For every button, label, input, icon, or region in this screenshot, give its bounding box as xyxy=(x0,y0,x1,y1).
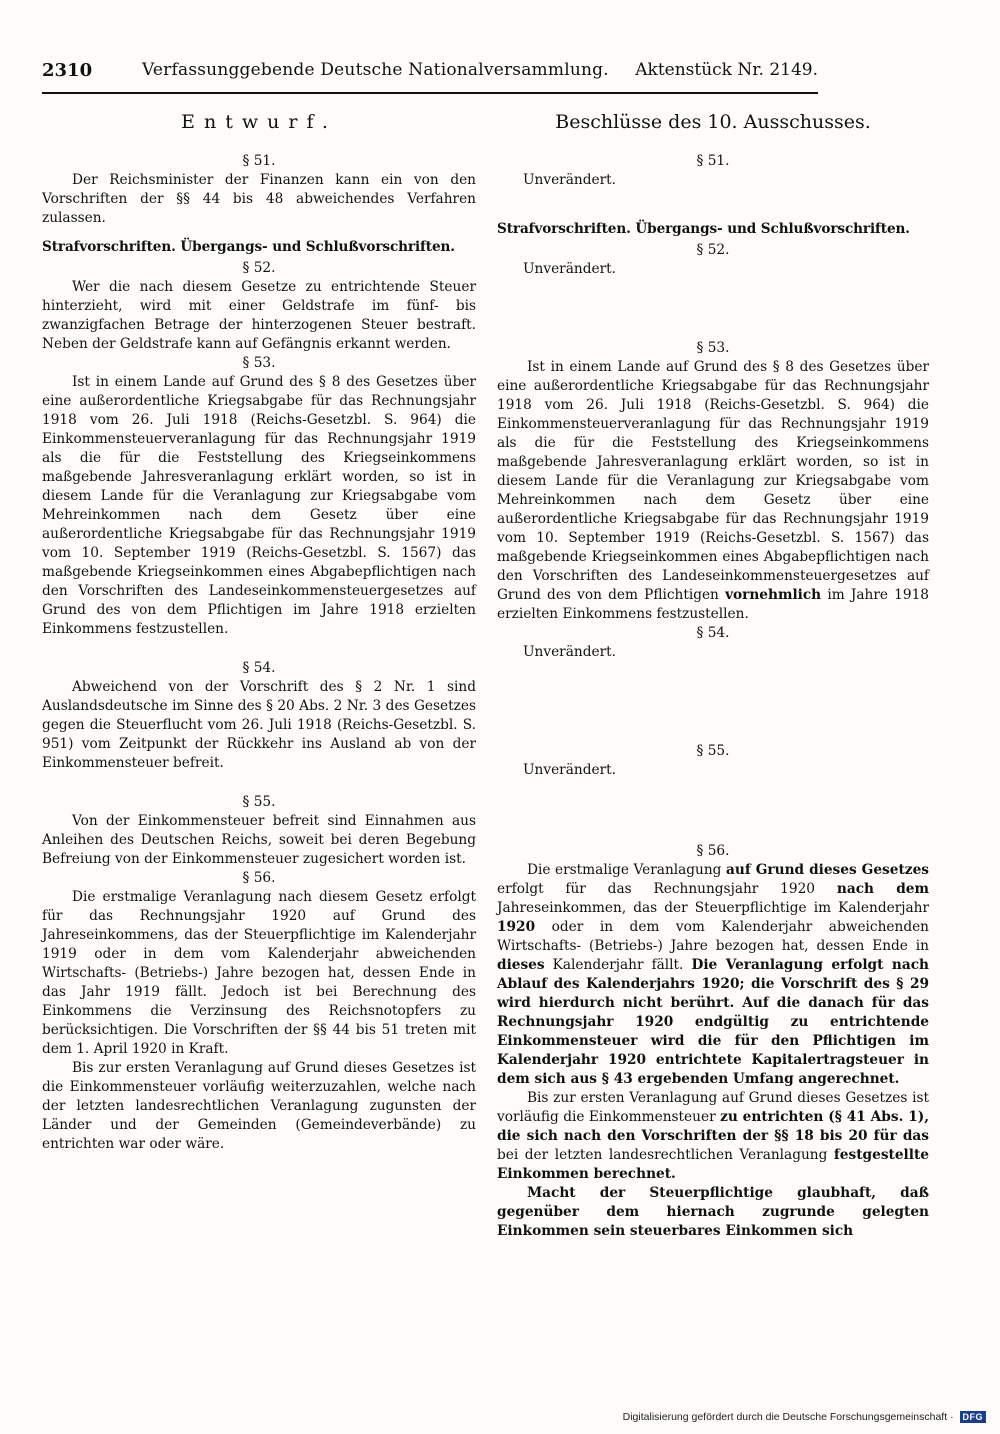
document-number: Aktenstück Nr. 2149. xyxy=(635,60,818,80)
section-title: Strafvorschriften. Übergangs- und Schlußvorschriften. xyxy=(42,239,455,255)
paragraph-text: Bis zur ersten Veranlagung auf Grund dieses Gesetzes ist die Einkommensteuer vorläufig weiterzuzahlen, welche nach der letzten landesrechtlichen Veranlagung zugunsten der Länder und der Gemeinden (Gemeindeverbände) zu entrichten war oder wäre. xyxy=(42,1060,476,1152)
paragraph-text: Abweichend von der Vorschrift des § 2 Nr. 1 sind Auslandsdeutsche im Sinne des § 20 Abs. 2 Nr. 3 des Gesetzes gegen die Steuerflucht vom 26. Juli 1918 (Reichs-Gesetzbl. S. 951) vom Zeitpunkt der Rückkehr ins Ausland ab von der Einkommensteuer befreit. xyxy=(42,679,476,771)
paragraph-text: Wer die nach diesem Gesetze zu entrichtende Steuer hinterzieht, wird mit einer Geldstrafe im fünf- bis zwanzigfachen Betrage der hinterzogenen Steuer bestraft. Neben der Geldstrafe kann auf Gefängnis erkannt werden. xyxy=(42,279,476,352)
paragraph-text xyxy=(497,861,929,1089)
paragraph-text-part: Bis zur ersten Veranlagung auf Grund dieses Gesetzes ist vorläufig die Einkommensteuer xyxy=(497,1090,929,1125)
left-column-heading: Entwurf. xyxy=(181,111,337,133)
paragraph-label: § 55. xyxy=(242,794,276,810)
paragraph-text-part: Ist in einem Lande auf Grund des § 8 des Gesetzes über eine außerordentliche Kriegsabgabe für das Rechnungsjahr 1918 vom 26. Juli 1918 (Reichs-Gesetzbl. S. 964) die Einkommensteuerveranlagung für das Rechnungsjahr 1919 als die für die Feststellung des Kriegseinkommens maßgebende Jahresveranlagung erklärt worden, so ist in diesem Lande für die Veranlagung zur Kriegsabgabe vom Mehreinkommen nach dem Gesetz über eine außerordentliche Kriegsabgabe für das Rechnungsjahr 1919 vom 10. September 1919 (Reichs-Gesetzbl. S. 1567) das maßgebende Kriegseinkommen eines Abgabepflichtigen nach den Vorschriften des Landeseinkommensteuergesetzes auf Grund des von dem Pflichtigen xyxy=(497,359,929,603)
paragraph-text: Ist in einem Lande auf Grund des § 8 des Gesetzes über eine außerordentliche Kriegsabgabe für das Rechnungsjahr 1918 vom 26. Juli 1918 (Reichs-Gesetzbl. S. 964) die Einkommensteuerveranlagung für das Rechnungsjahr 1919 als die für die Feststellung des Kriegseinkommens maßgebende Jahresveranlagung erklärt worden, so ist in diesem Lande für die Veranlagung zur Kriegsabgabe vom Mehreinkommen nach dem Gesetz über eine außerordentliche Kriegsabgabe für das Rechnungsjahr 1919 vom 10. September 1919 (Reichs-Gesetzbl. S. 1567) das maßgebende Kriegseinkommen eines Abgabepflichtigen nach den Vorschriften des Landeseinkommensteuergesetzes auf Grund des von dem Pflichtigen im Jahre 1918 erzielten Einkommens festzustellen. xyxy=(42,374,476,637)
paragraph-text-part: im Jahre 1918 erzielten Einkommens festzustellen. xyxy=(497,587,929,622)
paragraph-text: Die erstmalige Veranlagung nach diesem Gesetz erfolgt für das Rechnungsjahr 1920 auf Grund des Jahreseinkommens, das der Steuerpflichtige im Kalenderjahr 1919 oder in dem vom Kalenderjahr abweichenden Wirtschafts- (Betriebs-) Jahre bezogen hat, dessen Ende in das Jahr 1919 fällt. Jedoch ist bei Berechnung des Einkommens die Verzinsung des Reichsnotopfers zu berücksichtigen. Die Vorschriften der §§ 44 bis 51 treten mit dem 1. April 1920 in Kraft. xyxy=(42,889,476,1057)
unchanged-note: Unverändert. xyxy=(523,762,616,778)
paragraph-text-part: Die erstmalige Veranlagung xyxy=(527,862,722,878)
paragraph-text: Von der Einkommensteuer befreit sind Einnahmen aus Anleihen des Deutschen Reichs, soweit bei deren Begebung Befreiung von der Einkommensteuer zugesichert worden ist. xyxy=(42,813,476,867)
right-column-heading: Beschlüsse des 10. Ausschusses. xyxy=(555,111,871,133)
unchanged-note: Unverändert. xyxy=(523,644,616,660)
bold-amendment: vornehmlich xyxy=(725,587,822,603)
digitization-credit xyxy=(623,1411,986,1423)
paragraph-text xyxy=(497,1089,929,1184)
paragraph-label: § 54. xyxy=(242,660,276,676)
paragraph-label: § 51. xyxy=(696,153,730,169)
paragraph-text-part: bei der letzten landesrechtlichen Veranlagung xyxy=(497,1147,828,1163)
paragraph-label: § 55. xyxy=(696,743,730,759)
paragraph-text xyxy=(497,1184,929,1241)
paragraph-label: § 51. xyxy=(242,153,276,169)
paragraph-label: § 52. xyxy=(242,260,276,276)
separator-dot: · xyxy=(947,1411,957,1423)
page-number: 2310 xyxy=(42,60,93,81)
paragraph-text: Der Reichsminister der Finanzen kann ein von den Vorschriften der §§ 44 bis 48 abweichendes Verfahren zulassen. xyxy=(42,172,476,226)
page-header xyxy=(42,58,818,94)
left-column-draft xyxy=(42,110,476,1154)
running-title: Verfassunggebende Deutsche Nationalversammlung. xyxy=(142,60,609,80)
bold-amendment: Die Veranlagung erfolgt nach Ablauf des Kalenderjahrs 1920; die Vorschrift des § 29 wird hierdurch nicht berührt. Auf die danach für das Rechnungsjahr 1920 endgültig zu entrichtende Einkommensteuer wird die für den Pflichtigen im Kalenderjahr 1920 entrichtete Kapitalertragsteuer in dem sich aus § 43 ergebenden Umfang angerechnet. xyxy=(497,957,929,1087)
bold-amendment: zu entrichten (§ 41 Abs. 1), die sich nach den Vorschriften der §§ 18 bis 20 für das xyxy=(497,1109,929,1144)
paragraph-text-part: oder in dem vom Kalenderjahr abweichenden Wirtschafts- (Betriebs-) Jahre bezogen hat, dessen Ende in xyxy=(497,919,929,954)
section-title: Strafvorschriften. Übergangs- und Schlußvorschriften. xyxy=(497,221,910,237)
bold-amendment: auf Grund dieses Gesetzes xyxy=(726,862,929,878)
paragraph-label: § 53. xyxy=(242,355,276,371)
paragraph-text-part: Kalenderjahr fällt. xyxy=(552,957,684,973)
unchanged-note: Unverändert. xyxy=(523,261,616,277)
paragraph-text xyxy=(497,358,929,624)
bold-amendment: 1920 xyxy=(497,919,536,935)
bold-amendment: festgestellte Einkommen berechnet. xyxy=(497,1147,929,1182)
paragraph-text-part: erfolgt für das Rechnungsjahr 1920 xyxy=(497,881,816,897)
bold-amendment: Macht der Steuerpflichtige glaubhaft, daß gegenüber dem hiernach zugrunde gelegten Einkommen sein steuerbares Einkommen sich xyxy=(497,1185,929,1239)
credit-text: Digitalisierung gefördert durch die Deutsche Forschungsgemeinschaft xyxy=(622,1411,948,1423)
paragraph-label: § 52. xyxy=(696,242,730,258)
paragraph-label: § 54. xyxy=(696,625,730,641)
bold-amendment: dieses xyxy=(497,957,545,973)
bold-amendment: nach dem xyxy=(836,881,929,897)
paragraph-label: § 53. xyxy=(696,340,730,356)
paragraph-label: § 56. xyxy=(696,843,730,859)
paragraph-text-part: Jahreseinkommen, das der Steuerpflichtige im Kalenderjahr xyxy=(497,900,929,916)
paragraph-label: § 56. xyxy=(242,870,276,886)
right-column-committee xyxy=(497,110,929,1241)
unchanged-note: Unverändert. xyxy=(523,172,616,188)
dfg-logo: DFG xyxy=(960,1411,987,1423)
